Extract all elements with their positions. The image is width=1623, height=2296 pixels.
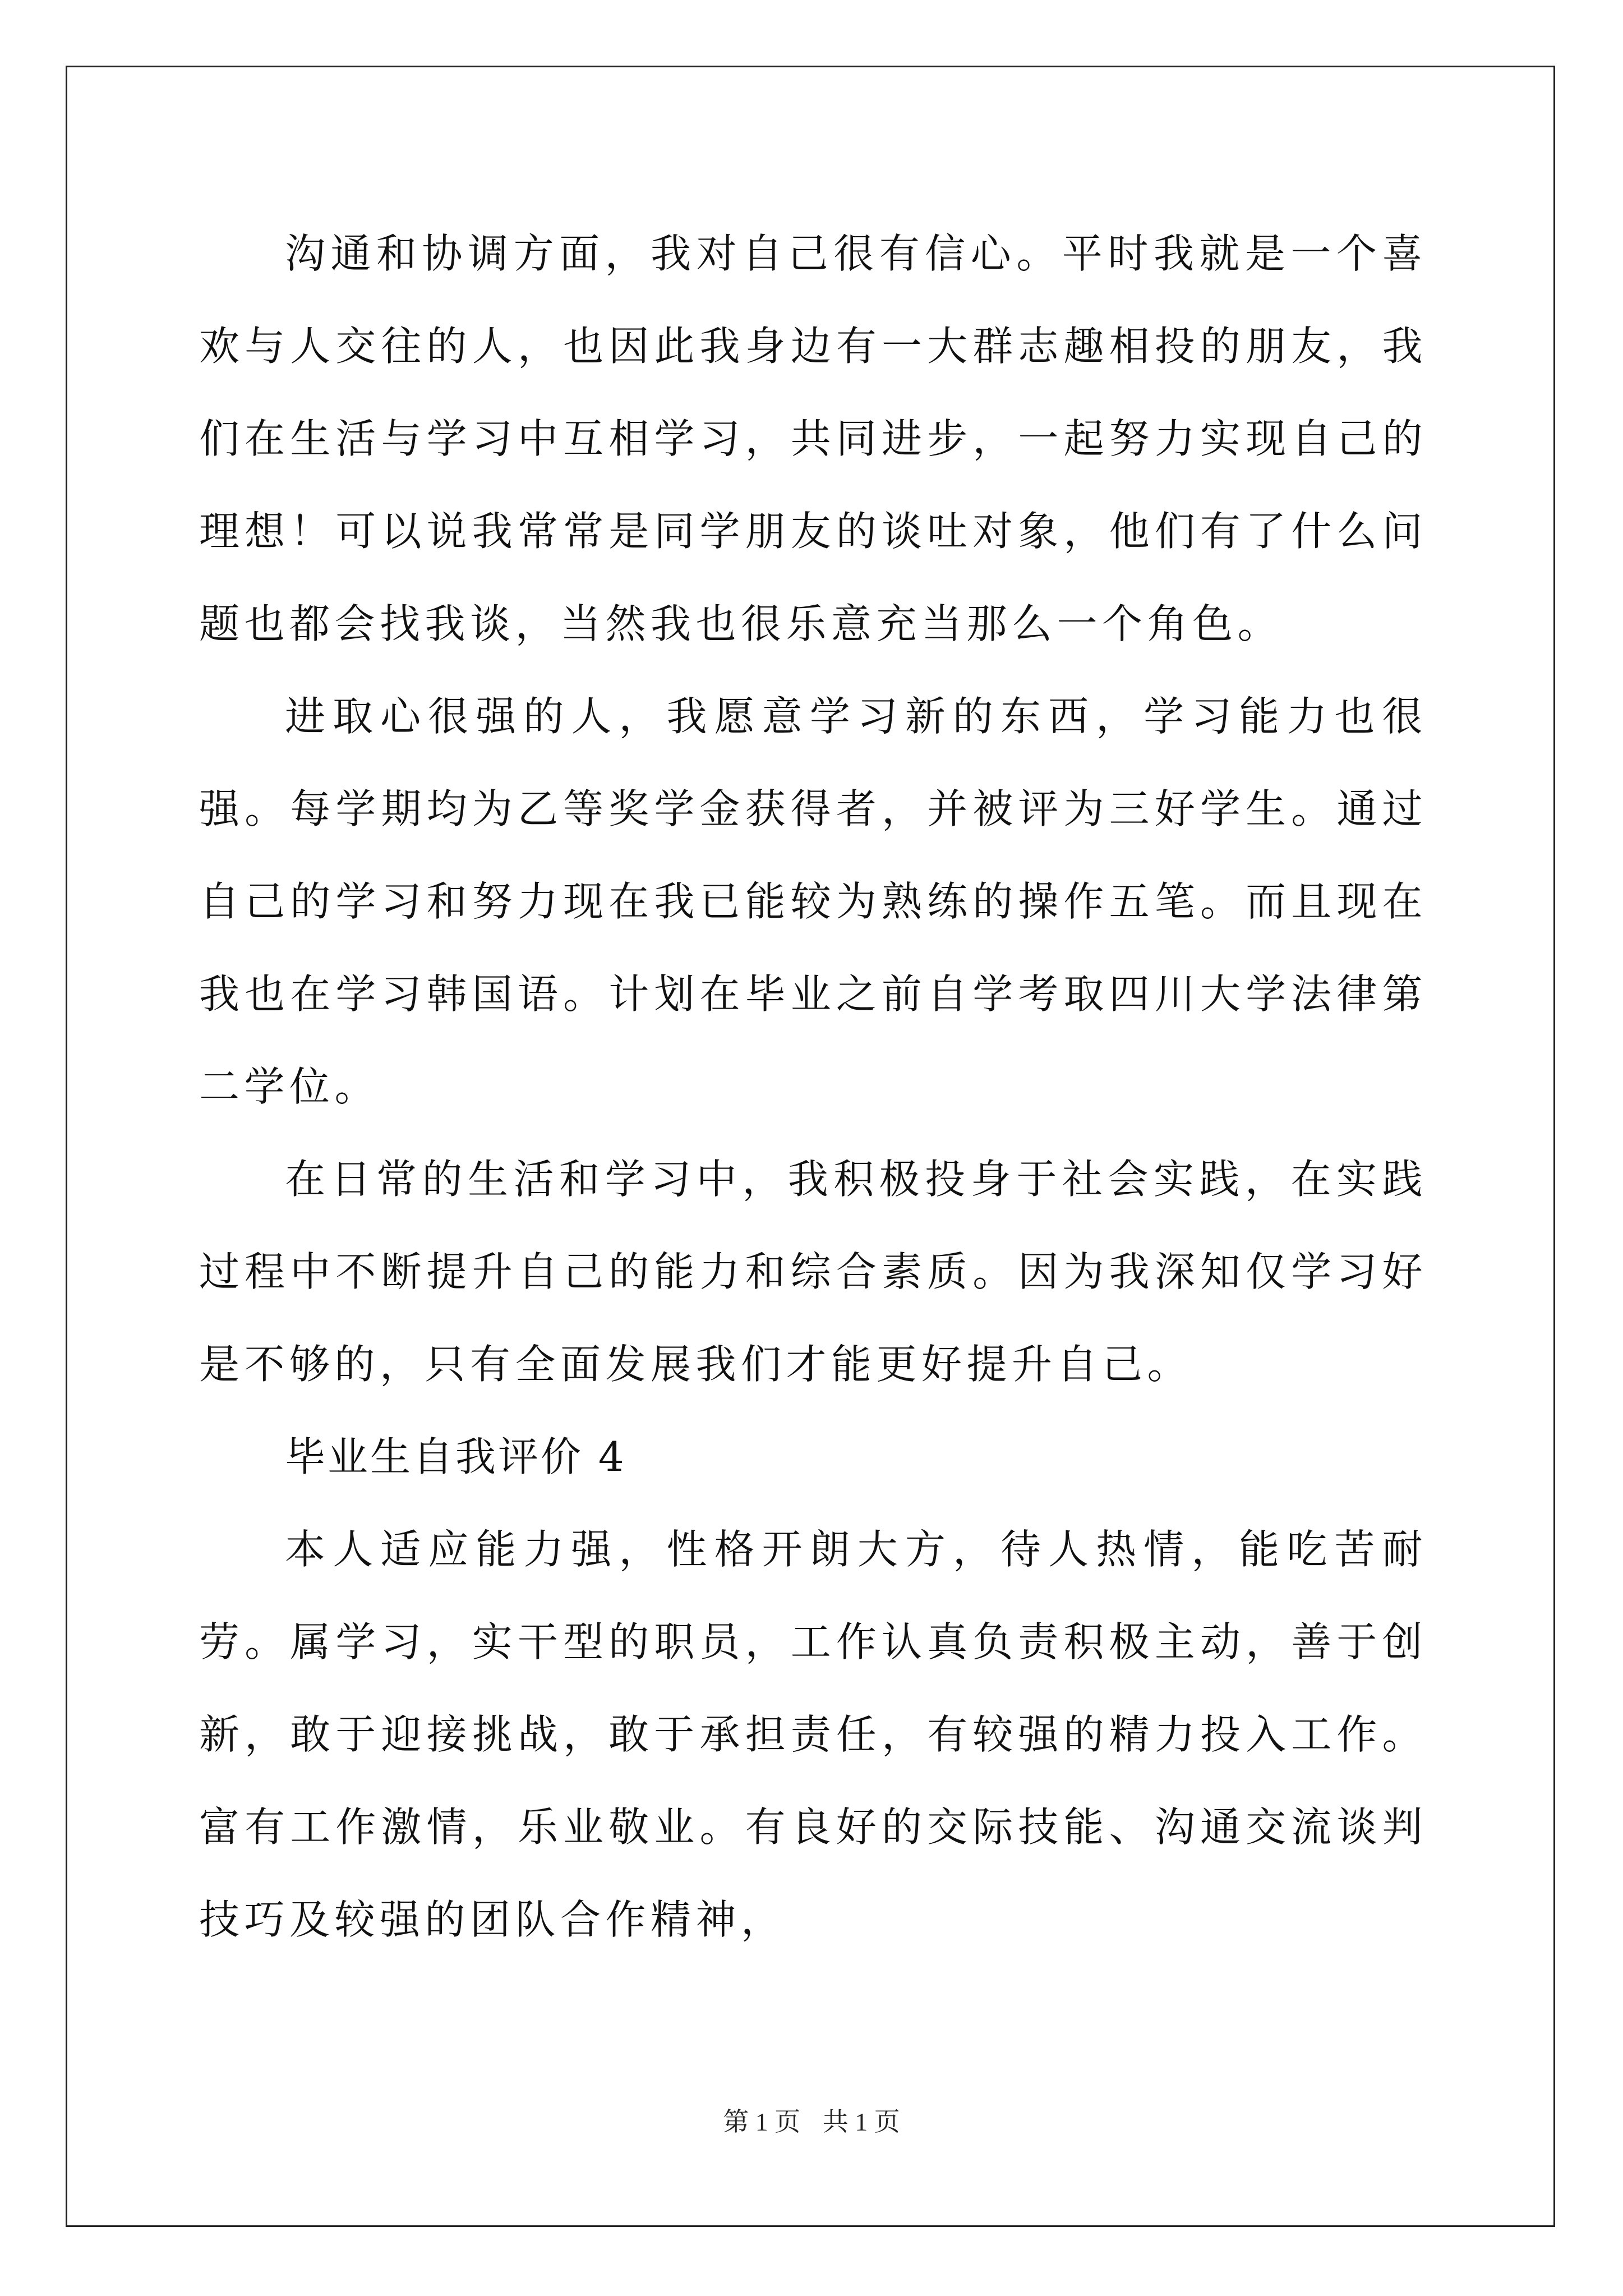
- page-total: 共 1 页: [822, 2108, 900, 2136]
- page-footer: [0, 2105, 1623, 2139]
- document-body: [199, 208, 1427, 1966]
- paragraph-ambition: 进取心很强的人，我愿意学习新的东西，学习能力也很强。每学期均为乙等奖学金获得者，并被评为三好学生。通过自己的学习和努力现在我已能较为熟练的操作五笔。而且现在我也在学习韩国语。计划在毕业之前自学考取四川大学法律第二学位。: [199, 693, 1427, 1110]
- paragraph-communication: 沟通和协调方面，我对自己很有信心。平时我就是一个喜欢与人交往的人，也因此我身边有一大群志趣相投的朋友，我们在生活与学习中互相学习，共同进步，一起努力实现自己的理想！可以说我常常是同学朋友的谈吐对象，他们有了什么问题也都会找我谈，当然我也很乐意充当那么一个角色。: [199, 230, 1427, 647]
- paragraph-social-practice: 在日常的生活和学习中，我积极投身于社会实践，在实践过程中不断提升自己的能力和综合素质。因为我深知仅学习好是不够的，只有全面发展我们才能更好提升自己。: [199, 1156, 1427, 1388]
- section-heading: 毕业生自我评价 4: [285, 1433, 626, 1480]
- paragraph-self-evaluation: 本人适应能力强，性格开朗大方，待人热情，能吃苦耐劳。属学习，实干型的职员，工作认真负责积极主动，善于创新，敢于迎接挑战，敢于承担责任，有较强的精力投入工作。富有工作激情，乐业敬业。有良好的交际技能、沟通交流谈判技巧及较强的团队合作精神，: [199, 1526, 1427, 1943]
- page-number: 第 1 页: [723, 2108, 801, 2136]
